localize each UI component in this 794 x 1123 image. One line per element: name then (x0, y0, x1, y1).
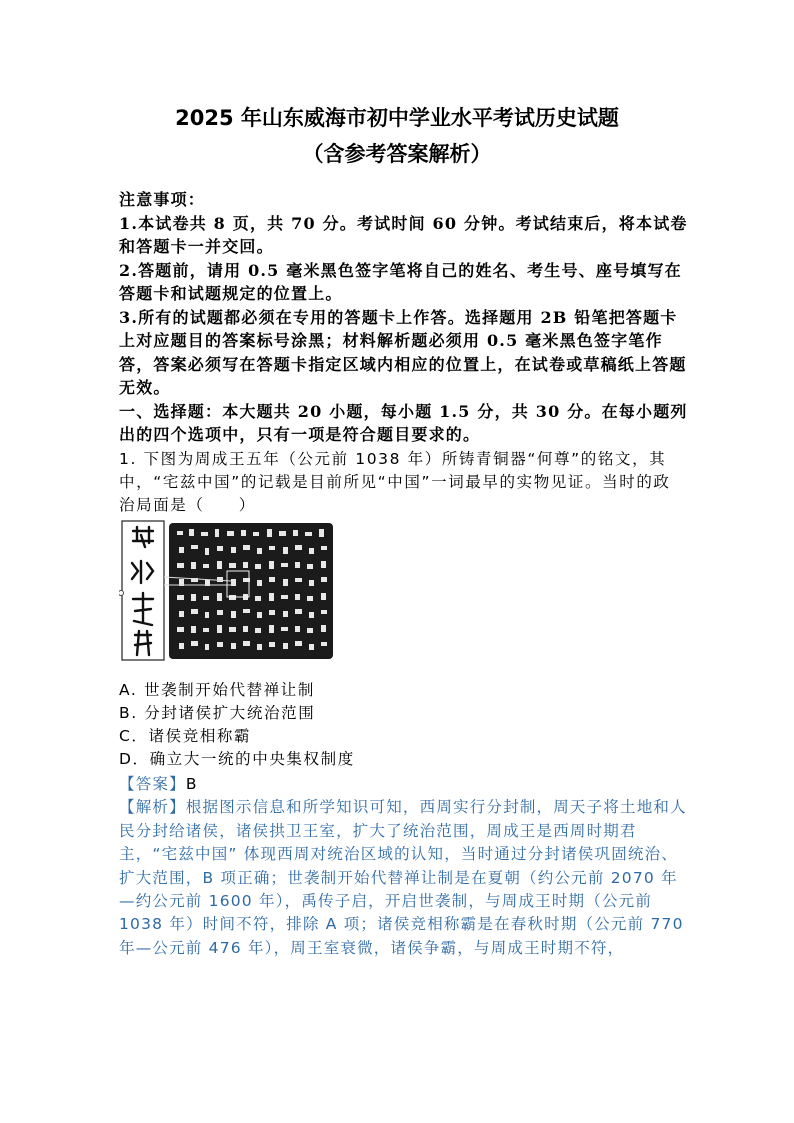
document-title: 2025 年山东威海市初中学业水平考试历史试题 (175, 106, 619, 130)
document-subtitle: （含参考答案解析） (302, 142, 492, 166)
answer-options (119, 679, 679, 771)
analysis-text: 根据图示信息和所学知识可知，西周实行分封制，周天子将土地和人民分封给诸侯，诸侯拱卫王室，扩大了统治范围，周成王是西周时期君主，“宅兹中国” 体现西周对统治区域的认知，当时通过分封诸侯巩固统治、扩大范围，B 项正确；世袭制开始代替禅让制是在夏朝（约公元前 2070 年—约公元前 1600 年），禹传子启，开启世袭制，与周成王时期（公元前 1038 年）时间不符，排除 A 项；诸侯竞相称霸是在春秋时期（公元前 770 年—公元前 476 年），周王室衰微，诸侯争霸，与周成王时期不符， (119, 798, 687, 957)
option-b: B. 分封诸侯扩大统治范围 (119, 704, 316, 722)
notice-item: 3.所有的试题都必须在专用的答题卡上作答。选择题用 2B 铅笔把答题卡上对应题目的答案标号涂黑；材料解析题必须用 0.5 毫米黑色签字笔作答，答案必须写在答题卡指定区域内相应的位置上，在试卷或草稿纸上答题无效。 (119, 307, 687, 397)
section-heading: 一、选择题：本大题共 20 小题，每小题 1.5 分，共 30 分。在每小题列出的四个选项中，只有一项是符合题目要求的。 (119, 401, 688, 444)
analysis-paragraph (119, 796, 689, 960)
option-c: C．诸侯竞相称霸 (119, 727, 252, 745)
notice-item: 1.本试卷共 8 页，共 70 分。考试时间 60 分钟。考试结束后，将本试卷和答题卡一并交回。 (119, 213, 688, 256)
exam-notice (119, 188, 689, 447)
answer-section (119, 773, 689, 960)
analysis-label: 【解析】 (119, 798, 186, 817)
inscription-rubbing-image (119, 519, 335, 662)
option-d: D．确立大一统的中央集权制度 (119, 750, 355, 768)
answer-value: B (185, 775, 198, 793)
question-stem: 1. 下图为周成王五年（公元前 1038 年）所铸青铜器“何尊”的铭文，其中，“宅兹中国”的记载是目前所见“中国”一词最早的实物见证。当时的政治局面是（ ） (119, 450, 671, 514)
answer-label: 【答案】 (119, 775, 186, 793)
notice-heading: 注意事项： (119, 190, 206, 209)
answer-line (119, 773, 689, 796)
notice-item: 2.答题前，请用 0.5 毫米黑色签字笔将自己的姓名、考生号、座号填写在答题卡和试题规定的位置上。 (119, 260, 682, 303)
option-a: A. 世袭制开始代替禅让制 (119, 681, 315, 699)
